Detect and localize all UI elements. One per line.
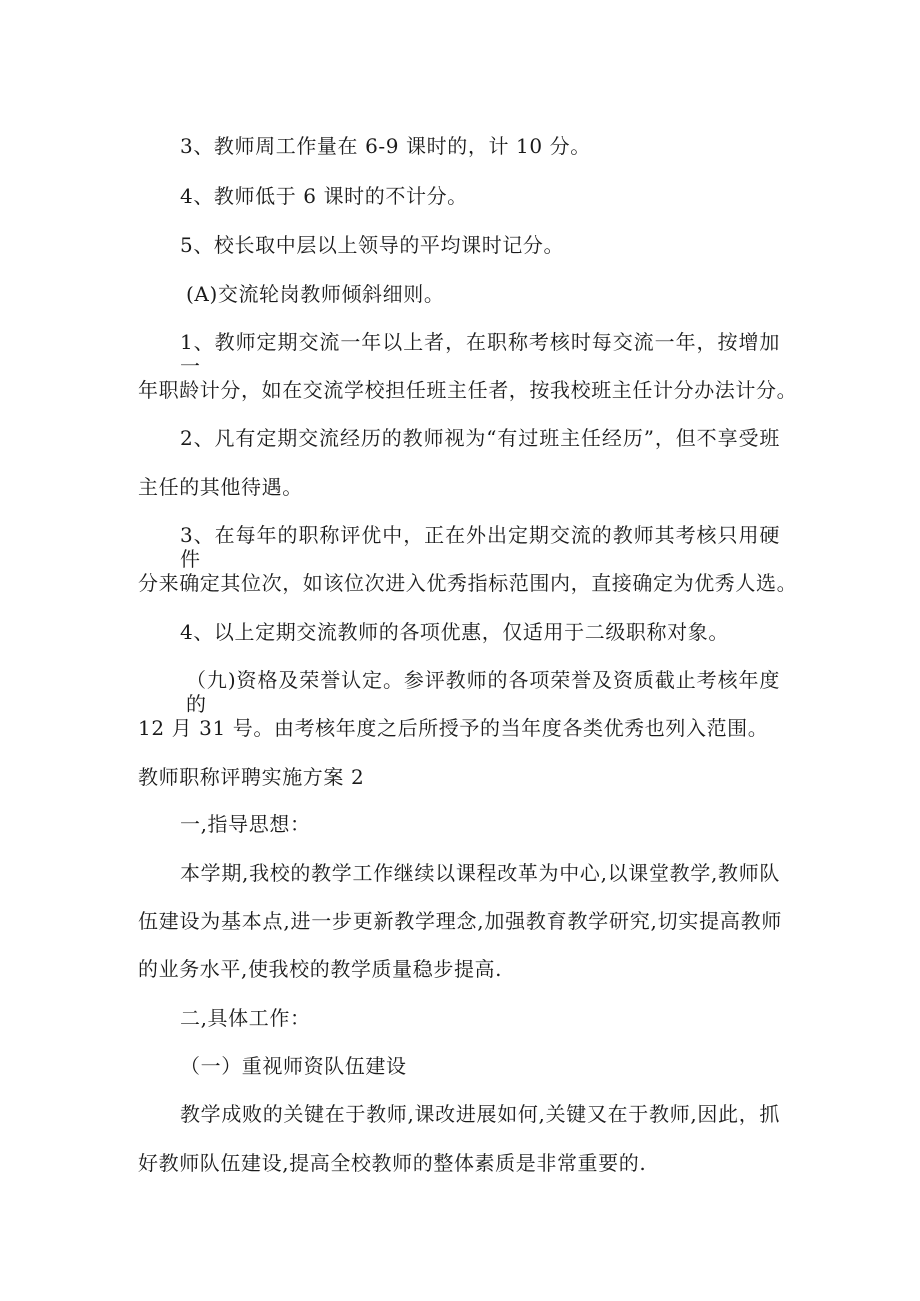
subsection-heading: （一）重视师资队伍建设 [180,1054,407,1078]
section-heading: 一,指导思想： [180,812,311,836]
paragraph-line: 分来确定其位次，如该位次进入优秀指标范围内，直接确定为优秀人选。 [138,571,798,595]
document-title: 教师职称评聘实施方案 2 [138,765,365,789]
paragraph-line: 12 月 31 号。由考核年度之后所授予的当年度各类优秀也列入范围。 [138,716,769,740]
paragraph-line: 3、在每年的职称评优中，正在外出定期交流的教师其考核只用硬件 [180,523,780,571]
paragraph-line: 3、教师周工作量在 6-9 课时的，计 10 分。 [180,134,591,158]
paragraph-line: 好教师队伍建设,提高全校教师的整体素质是非常重要的. [138,1151,647,1175]
paragraph-line: （九)资格及荣誉认定。参评教师的各项荣誉及资质截止考核年度的 [186,668,780,716]
paragraph-line: 1、教师定期交流一年以上者，在职称考核时每交流一年，按增加一 [180,330,780,378]
paragraph-line: 伍建设为基本点,进一步更新教学理念,加强教育教学研究,切实提高教师 [138,909,782,933]
paragraph-line: 主任的其他待遇。 [138,475,303,499]
paragraph-line: 4、以上定期交流教师的各项优惠，仅适用于二级职称对象。 [180,620,729,644]
paragraph-line: 年职龄计分，如在交流学校担任班主任者，按我校班主任计分办法计分。 [138,378,798,402]
paragraph-line: 教学成败的关键在于教师,课改进展如何,关键又在于教师,因此，抓 [180,1102,780,1126]
paragraph-line: 4、教师低于 6 课时的不计分。 [180,184,468,208]
paragraph-line: 的业务水平,使我校的教学质量稳步提高. [138,957,503,981]
section-heading: (A)交流轮岗教师倾斜细则。 [186,282,445,306]
paragraph-line: 本学期,我校的教学工作继续以课程改革为中心,以课堂教学,教师队 [180,861,780,885]
section-heading: 二,具体工作： [180,1006,311,1030]
paragraph-line: 5、校长取中层以上领导的平均课时记分。 [180,233,565,257]
paragraph-line: 2、凡有定期交流经历的教师视为“有过班主任经历”，但不享受班 [180,426,780,450]
